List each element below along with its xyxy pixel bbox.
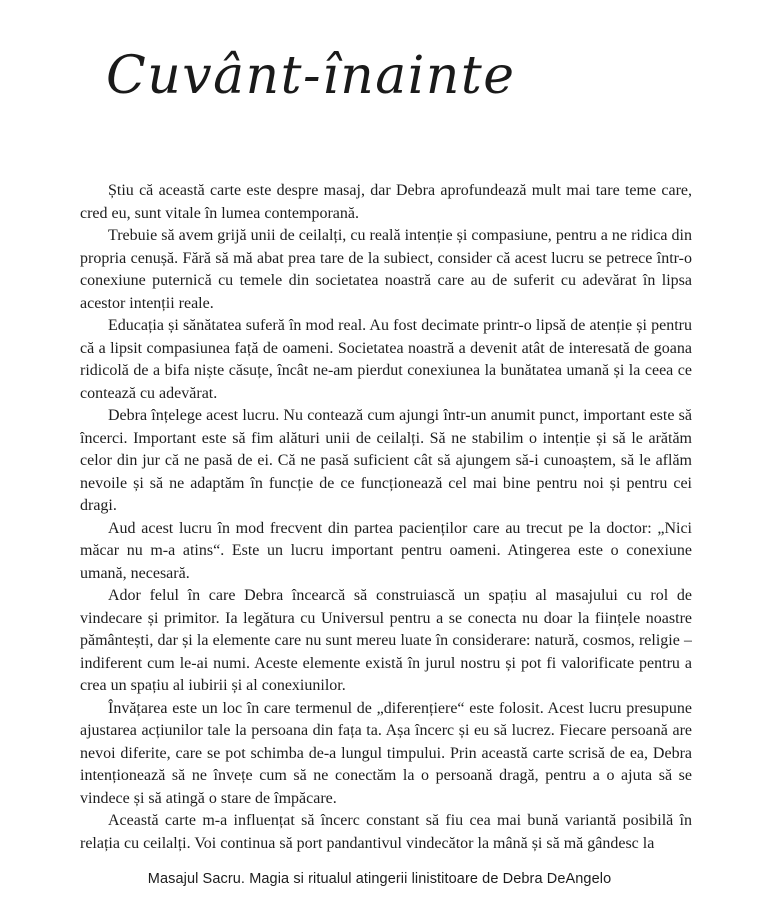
paragraph: Debra înțelege acest lucru. Nu contează cum ajungi într-un anumit punct, important este să încerci. Important este să fim alături unii de ceilalți. Să ne stabilim o intenție și să le arătăm celor din jur că ne pasă de ei. Că ne pasă suficient cât să ajungem să-i cunoaștem, să le aflăm nevoile și să ne adaptăm în funcție de ce funcționează cel mai bine pentru noi și pentru cei dragi.	[80, 407, 692, 514]
paragraph: Învățarea este un loc în care termenul de „diferențiere“ este folosit. Acest lucru presupune ajustarea acțiunilor tale la persoana din fața ta. Așa încerc și eu să lucrez. Fiecare persoană are nevoi diferite, care se pot schimba de-a lungul timpului. Prin această carte scrisă de ea, Debra intenționează să ne învețe cum să ne conectăm la o persoană dragă, pentru a o ajuta să se vindece și să atingă o stare de împăcare.	[80, 699, 692, 807]
book-caption: Masajul Sacru. Magia si ritualul atingerii linistitoare de Debra DeAngelo	[147, 871, 612, 887]
chapter-title: Cuvânt-înainte	[106, 46, 516, 106]
paragraph: Această carte m-a influențat să încerc constant să fiu cea mai bună variantă posibilă în relația cu ceilalți. Voi continua să port pandantivul vindecător la mână și să mă gândesc la	[80, 812, 692, 852]
paragraph: Educația și sănătatea suferă în mod real. Au fost decimate printr-o lipsă de atenție și pentru că a lipsit compasiunea față de oameni. Societatea noastră a devenit atât de interesată de goana ridicolă de a bifa niște căsuțe, încât ne-am pierdut conexiunea la bunătatea umană și la ceea ce contează cu adevărat.	[80, 317, 692, 402]
paragraph: Ador felul în care Debra încearcă să construiască un spațiu al masajului cu rol de vindecare și primitor. Ia legătura cu Universul pentru a se conecta nu doar la ființele noastre pământești, dar și la elemente care nu sunt mereu luate în considerare: natură, cosmos, religie – indiferent cum le-ai numi. Aceste elemente există în jurul nostru și pot fi valorificate pentru a crea un spațiu al iubirii și al conexiunilor.	[80, 587, 692, 694]
paragraph: Știu că această carte este despre masaj, dar Debra aprofundează mult mai tare teme care, cred eu, sunt vitale în lumea contemporană.	[80, 182, 692, 222]
paragraph: Aud acest lucru în mod frecvent din partea pacienților care au trecut pe la doctor: „Nici măcar nu m-a atins“. Este un lucru important pentru oameni. Atingerea este o conexiune umană, necesară.	[80, 519, 692, 582]
body-text	[80, 180, 692, 858]
paragraph: Trebuie să avem grijă unii de ceilalți, cu reală intenție și compasiune, pentru a ne ridica din propria cenușă. Fără să mă abat prea tare de la subiect, consider că acest lucru se petrece într-o conexiune puternică cu temele din societatea noastră care au de suferit cu adevărat în lipsa acestor intenții reale.	[80, 227, 692, 312]
